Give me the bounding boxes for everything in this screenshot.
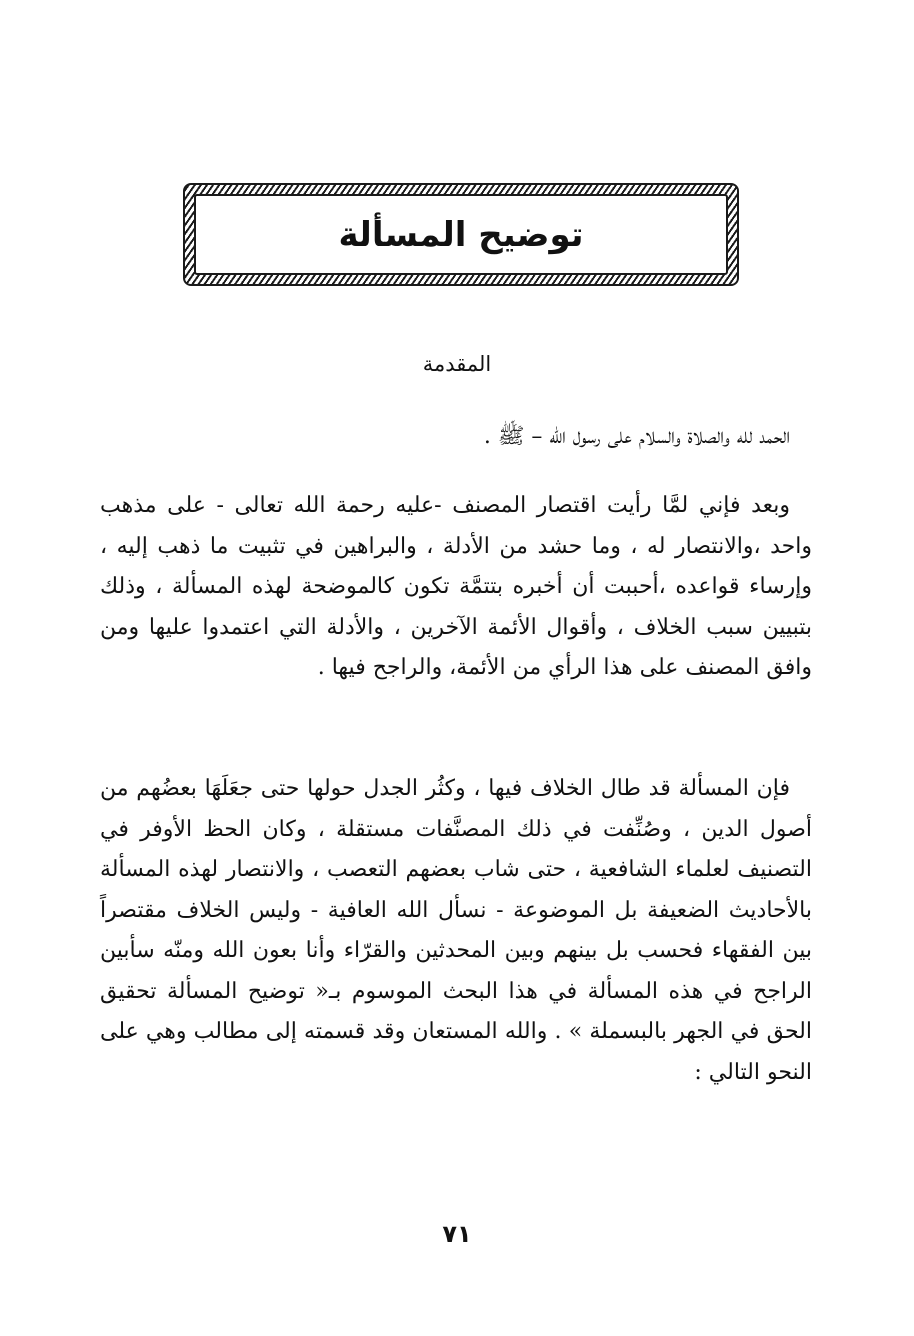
title-frame (183, 183, 739, 286)
paragraph-text: الحمد لله والصلاة والسلام على رسول الله – ﷺ . (483, 424, 790, 449)
title-frame-inner (194, 194, 728, 275)
page-number: ٧١ (442, 1220, 472, 1248)
section-heading: المقدمة (422, 352, 492, 376)
paragraph-text: فإن المسألة قد طال الخلاف فيها ، وكثُر الجدل حولها حتى جعَلَهَا بعضُهم من أصول الدين ، وصُنِّفت في ذلك المصنَّفات مستقلة ، وكان الحظ الأوفر في التصنيف لعلماء الشافعية ، حتى شاب بعضهم التعصب ، والانتصار لهذه المسألة بالأحاديث الضعيفة بل الموضوعة - نسأل الله العافية - وليس الخلاف مقتصراً بين الفقهاء فحسب بل بينهم وبين المحدثين والقرّاء وأنا بعون الله ومنّه سأبين الراجح في هذه المسألة في هذا البحث الموسوم بـ« توضيح المسألة تحقيق الحق في الجهر بالبسملة » . والله المستعان وقد قسمته إلى مطالب وهي على النحو التالي : (100, 776, 812, 1085)
paragraph-text: وبعد فإني لمَّا رأيت اقتصار المصنف -عليه رحمة الله تعالى - على مذهب واحد ،والانتصار له ، وما حشد من الأدلة ، والبراهين في تثبيت ما ذهب إليه ، وإرساء قواعده ،أحببت أن أخبره بتتمَّة تكون كالموضحة لهذه المسألة ، وذلك بتبيين سبب الخلاف ، وأقوال الأئمة الآخرين ، والأدلة التي اعتمدوا عليها ومن وافق المصنف على هذا الرأي من الأئمة، والراجح فيها . (100, 493, 812, 680)
paragraph-main (100, 769, 812, 1093)
paragraph-opening (100, 417, 812, 458)
chapter-title: توضيح المسألة (338, 214, 584, 255)
paragraph-intro (100, 486, 812, 689)
